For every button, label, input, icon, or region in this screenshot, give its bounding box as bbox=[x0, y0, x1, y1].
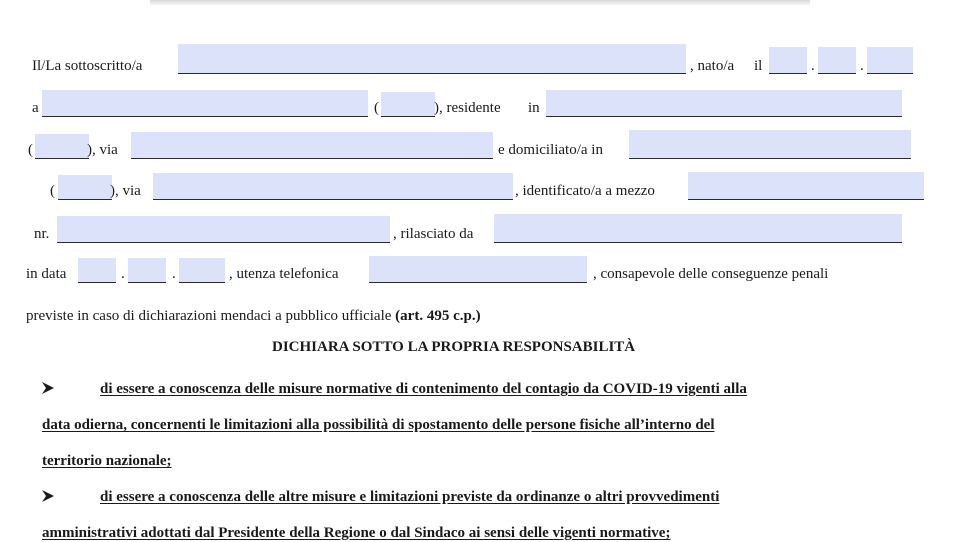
domicile-city-field[interactable] bbox=[629, 130, 911, 159]
phone-field[interactable] bbox=[369, 256, 587, 283]
bullet-arrow-icon bbox=[41, 489, 55, 503]
residence-street-field[interactable] bbox=[131, 132, 493, 159]
declaration-heading: DICHIARA SOTTO LA PROPRIA RESPONSABILITÀ bbox=[272, 339, 636, 355]
paren-open: ( bbox=[374, 100, 379, 116]
domicile-province-field[interactable] bbox=[58, 175, 112, 200]
residence-province-field[interactable] bbox=[35, 134, 89, 159]
birth-province-field[interactable] bbox=[381, 92, 435, 117]
birth-day-field[interactable] bbox=[769, 47, 807, 74]
penalty-notice bbox=[26, 307, 481, 325]
id-document-type-field[interactable] bbox=[688, 172, 924, 200]
declaration-item-1-line-3: territorio nazionale; bbox=[42, 453, 172, 469]
birth-month-field[interactable] bbox=[818, 47, 856, 74]
label-number: nr. bbox=[34, 226, 50, 242]
birth-date-separator-2: . bbox=[860, 58, 864, 74]
label-born-at: a bbox=[32, 100, 39, 116]
issue-month-field[interactable] bbox=[128, 258, 166, 283]
paren-open: ( bbox=[50, 183, 55, 199]
cropped-title-edge bbox=[150, 0, 810, 6]
label-born: , nato/a bbox=[690, 58, 735, 74]
label-street: ), via bbox=[110, 183, 141, 199]
penalty-notice-text: previste in caso di dichiarazioni mendaci a pubblico ufficiale bbox=[26, 308, 392, 324]
label-on-date: in data bbox=[26, 266, 67, 282]
label-aware: , consapevole delle conseguenze penali bbox=[593, 266, 829, 282]
label-resident: ), residente bbox=[434, 100, 501, 116]
declaration-item-2-line-1: di essere a conoscenza delle altre misure e limitazioni previste da ordinanze o altri provvedimenti bbox=[100, 489, 720, 505]
declaration-item-1-line-2: data odierna, concernenti le limitazioni alla possibilità di spostamento delle persone fisiche all’interno del bbox=[42, 417, 715, 433]
label-street: ), via bbox=[87, 142, 118, 158]
label-subscriber: Il/La sottoscritto/a bbox=[32, 58, 143, 74]
law-reference: (art. 495 c.p.) bbox=[395, 308, 481, 324]
residence-city-field[interactable] bbox=[546, 90, 902, 117]
label-resident-in: in bbox=[528, 100, 540, 116]
label-domiciled: e domiciliato/a in bbox=[498, 142, 603, 158]
issue-year-field[interactable] bbox=[179, 258, 225, 283]
id-document-number-field[interactable] bbox=[57, 216, 390, 243]
birth-year-field[interactable] bbox=[867, 47, 913, 74]
name-field[interactable] bbox=[178, 44, 686, 74]
bullet-arrow-icon bbox=[41, 381, 55, 395]
label-phone: , utenza telefonica bbox=[229, 266, 339, 282]
birth-date-separator-1: . bbox=[811, 58, 815, 74]
declaration-item-1-line-1: di essere a conoscenza delle misure normative di contenimento del contagio da COVID-19 vigenti alla bbox=[100, 381, 747, 397]
issue-date-separator-1: . bbox=[121, 266, 125, 282]
issue-date-separator-2: . bbox=[172, 266, 176, 282]
issue-day-field[interactable] bbox=[78, 258, 116, 283]
paren-open: ( bbox=[28, 142, 33, 158]
label-on-date: il bbox=[754, 58, 763, 74]
domicile-street-field[interactable] bbox=[153, 173, 513, 200]
birthplace-field[interactable] bbox=[42, 90, 368, 117]
declaration-item-2-line-2: amministrativi adottati dal Presidente della Regione o dal Sindaco ai sensi delle vigenti normative; bbox=[42, 525, 671, 541]
issuing-authority-field[interactable] bbox=[494, 214, 902, 243]
label-identified: , identificato/a a mezzo bbox=[515, 183, 655, 199]
label-issued-by: , rilasciato da bbox=[393, 226, 474, 242]
